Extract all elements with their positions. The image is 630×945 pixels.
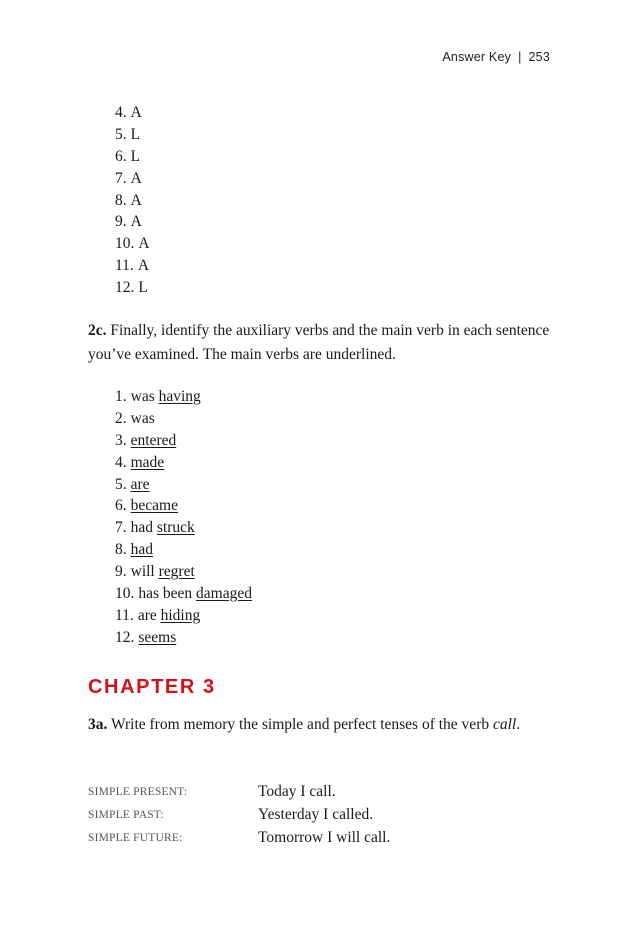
main-verb-underlined: seems: [138, 628, 177, 646]
item-number: 8.: [115, 541, 127, 559]
main-verb-underlined: hiding: [160, 606, 201, 624]
main-verb-underlined: damaged: [196, 585, 252, 603]
main-verb-underlined: are: [130, 475, 150, 493]
header-section-title: Answer Key: [442, 50, 512, 64]
auxiliary-verb: was: [130, 388, 159, 405]
item-number: 6.: [115, 497, 127, 515]
item-number: 4.: [115, 104, 127, 121]
exercise-2c-text: Finally, identify the auxiliary verbs and the main verb in each sentence you’ve examined. The main verbs are underlined.: [88, 322, 550, 363]
list-item: [115, 124, 150, 146]
item-number: 10.: [115, 235, 135, 253]
list-item: [115, 583, 252, 605]
list-item: [115, 386, 252, 408]
main-verb-underlined: entered: [130, 431, 177, 449]
item-number: 2.: [115, 409, 127, 427]
item-number: 9.: [115, 563, 127, 581]
exercise-3a-label: 3a.: [88, 716, 108, 733]
item-number: 7.: [115, 169, 127, 187]
item-number: 11.: [115, 606, 134, 624]
item-number: 6.: [115, 147, 127, 165]
item-answer: A: [137, 257, 150, 275]
list-item: [115, 561, 252, 583]
exercise-3a-verb: call: [492, 716, 517, 733]
item-answer: L: [138, 279, 148, 297]
list-item: [115, 452, 252, 474]
list-item: [115, 255, 150, 277]
item-answer: L: [130, 125, 141, 143]
exercise-3a-period: .: [516, 716, 521, 733]
tense-label: SIMPLE PRESENT:: [88, 785, 188, 798]
list-item: [115, 495, 252, 517]
main-verb-underlined: struck: [156, 519, 195, 537]
list-item: [115, 102, 150, 124]
item-number: 4.: [115, 453, 127, 471]
answer-list-2b: [115, 102, 150, 299]
list-item: [115, 517, 252, 539]
list-item: [115, 168, 150, 190]
list-item: [115, 539, 252, 561]
list-item: [115, 474, 252, 496]
tense-example: Tomorrow I will call.: [258, 828, 391, 846]
main-verb-underlined: made: [130, 453, 165, 471]
main-verb-underlined: had: [130, 541, 154, 559]
page-number: 253: [528, 50, 550, 64]
exercise-3a-text: Write from memory the simple and perfect tenses of the verb: [107, 716, 493, 733]
list-item: [115, 146, 150, 168]
item-answer: A: [138, 235, 150, 253]
item-number: 12.: [115, 628, 135, 646]
item-answer: A: [130, 213, 142, 231]
tense-example: Today I call.: [258, 782, 336, 800]
item-answer: A: [130, 191, 142, 209]
auxiliary-verb: had: [130, 519, 157, 537]
header-separator: |: [518, 50, 522, 64]
tense-label: SIMPLE FUTURE:: [88, 831, 183, 844]
list-item: [115, 408, 252, 430]
answer-list-2c: [115, 386, 252, 649]
list-item: [115, 605, 252, 627]
item-number: 8.: [115, 191, 127, 209]
list-item: [115, 430, 252, 452]
item-answer: A: [130, 169, 142, 187]
tense-row: [88, 826, 390, 849]
tense-row: [88, 780, 390, 803]
tense-example: Yesterday I called.: [258, 805, 374, 823]
tense-row: [88, 803, 390, 826]
item-number: 11.: [115, 257, 134, 275]
main-verb-underlined: became: [130, 497, 178, 515]
list-item: [115, 190, 150, 212]
list-item: [115, 627, 252, 649]
main-verb-underlined: having: [158, 388, 201, 405]
exercise-2c-instructions: [88, 319, 558, 367]
item-number: 1.: [115, 388, 127, 405]
list-item: [115, 277, 150, 299]
item-number: 12.: [115, 279, 135, 297]
item-answer: L: [130, 147, 141, 165]
auxiliary-verb: was: [130, 409, 155, 427]
item-number: 10.: [115, 585, 135, 603]
item-number: 9.: [115, 213, 127, 231]
item-answer: A: [130, 104, 142, 121]
auxiliary-verb: are: [137, 606, 161, 624]
item-number: 5.: [115, 475, 127, 493]
list-item: [115, 233, 150, 255]
main-verb-underlined: regret: [158, 563, 195, 581]
list-item: [115, 211, 150, 233]
tense-label: SIMPLE PAST:: [88, 808, 164, 821]
auxiliary-verb: has been: [138, 585, 197, 603]
chapter-heading: CHAPTER 3: [88, 676, 216, 698]
item-number: 5.: [115, 125, 127, 143]
item-number: 3.: [115, 431, 127, 449]
running-header: [442, 50, 550, 64]
exercise-2c-label: 2c.: [88, 322, 107, 339]
auxiliary-verb: will: [130, 563, 159, 581]
tense-table: [88, 780, 390, 849]
item-number: 7.: [115, 519, 127, 537]
exercise-3a-instructions: [88, 713, 558, 737]
